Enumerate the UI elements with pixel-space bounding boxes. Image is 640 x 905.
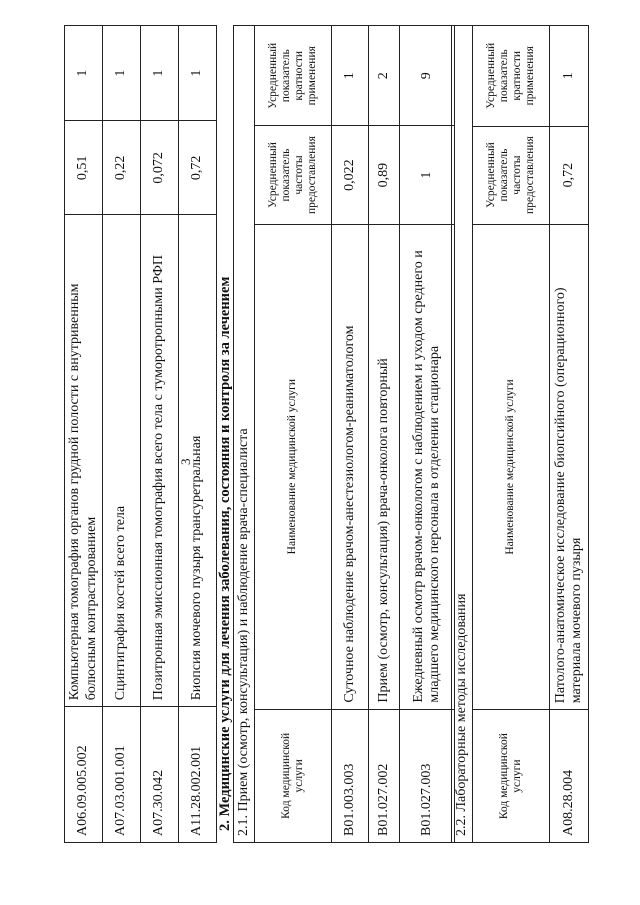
frequency-value: 1 — [400, 126, 455, 224]
table-row — [369, 26, 400, 843]
header-frequency: Усредненный показатель частоты предоставления — [473, 126, 550, 224]
table-header-row — [255, 26, 332, 843]
page-number: 3 — [178, 458, 193, 465]
frequency-value: 0,72 — [550, 126, 589, 224]
service-name: Компьютерная томография органов грудной полости с внутривенным болюсным контрастированием — [65, 215, 103, 707]
section-heading: 2. Медицинские услуги для лечения заболевания, состояния и контроля за лечением — [217, 276, 233, 831]
frequency-value: 0,89 — [369, 126, 400, 224]
subsection-row — [452, 26, 473, 843]
service-name: Прием (осмотр, консультация) врача-онколога повторный — [369, 224, 400, 709]
frequency-value: 0,72 — [179, 121, 217, 215]
frequency-value: 0,022 — [332, 126, 369, 224]
service-name: Суточное наблюдение врачом-анестезиологом-реаниматологом — [332, 224, 369, 709]
frequency-value: 0,072 — [141, 121, 179, 215]
table-row — [550, 26, 589, 843]
header-multiplicity: Усредненный показатель кратности применения — [473, 26, 550, 127]
table-row — [103, 26, 141, 843]
service-code: А06.09.005.002 — [65, 707, 103, 843]
header-code: Код медицинской услуги — [255, 709, 332, 842]
service-code: А11.28.002.001 — [179, 707, 217, 843]
service-name: Биопсия мочевого пузыря трансуретральная — [179, 215, 217, 707]
service-code: А07.30.042 — [141, 707, 179, 843]
service-code: В01.027.002 — [369, 709, 400, 842]
service-name: Позитронная эмиссионная томография всего тела с туморотропными РФП — [141, 215, 179, 707]
table-row — [400, 26, 455, 843]
multiplicity-value: 1 — [65, 26, 103, 121]
multiplicity-value: 1 — [550, 26, 589, 127]
multiplicity-value: 1 — [332, 26, 369, 126]
services-table-laboratory — [451, 25, 589, 843]
table-row — [65, 26, 103, 843]
frequency-value: 0,22 — [103, 121, 141, 215]
header-code: Код медицинской услуги — [473, 710, 550, 843]
table-row — [141, 26, 179, 843]
services-table-consultations — [233, 25, 455, 843]
service-code: А08.28.004 — [550, 710, 589, 843]
table-header-row — [473, 26, 550, 843]
multiplicity-value: 1 — [141, 26, 179, 121]
frequency-value: 0,51 — [65, 121, 103, 215]
multiplicity-value: 1 — [103, 26, 141, 121]
multiplicity-value: 1 — [179, 26, 217, 121]
service-code: В01.027.003 — [400, 709, 455, 842]
subsection-title: 2.2. Лабораторные методы исследования — [452, 26, 473, 843]
subsection-title: 2.1. Прием (осмотр, консультация) и наблюдение врача-специалиста — [234, 26, 255, 843]
header-frequency: Усредненный показатель частоты предоставления — [255, 126, 332, 224]
service-name: Патолого-анатомическое исследование биопсийного (операционного) материала мочевого пузыря — [550, 224, 589, 710]
table-row — [332, 26, 369, 843]
subsection-row — [234, 26, 255, 843]
multiplicity-value: 2 — [369, 26, 400, 126]
table-row — [179, 26, 217, 843]
service-code: В01.003.003 — [332, 709, 369, 842]
header-name: Наименование медицинской услуги — [255, 224, 332, 709]
services-table-diagnostics — [64, 25, 217, 843]
service-name: Ежедневный осмотр врачом-онкологом с наблюдением и уходом среднего и младшего медицинского персонала в отделении стационара — [400, 224, 455, 709]
service-code: А07.03.001.001 — [103, 707, 141, 843]
service-name: Сцинтиграфия костей всего тела — [103, 215, 141, 707]
header-multiplicity: Усредненный показатель кратности применения — [255, 26, 332, 126]
multiplicity-value: 9 — [400, 26, 455, 126]
header-name: Наименование медицинской услуги — [473, 224, 550, 710]
